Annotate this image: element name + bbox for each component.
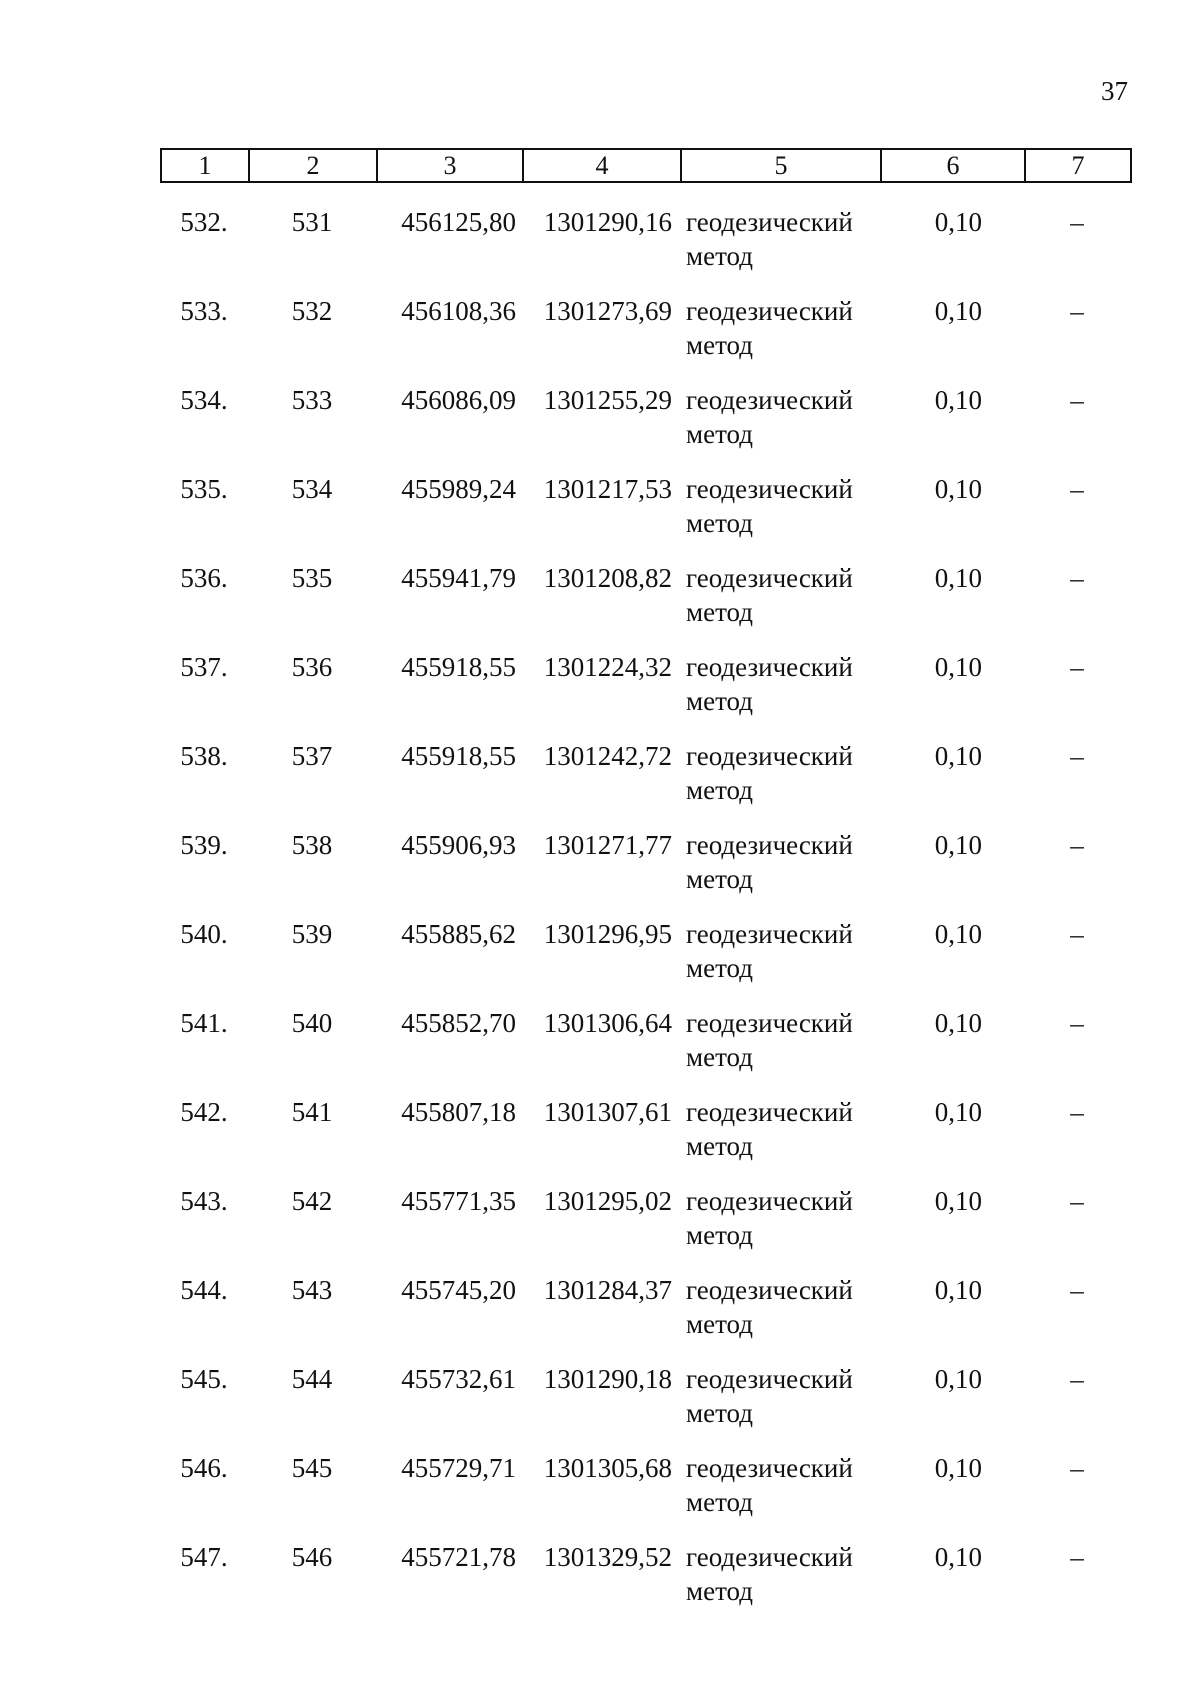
row-number-cell: 543.: [180, 1186, 228, 1216]
accuracy-cell: 0,10: [934, 385, 982, 415]
method-cell: [686, 828, 876, 896]
accuracy-cell: 0,10: [934, 1364, 982, 1394]
method-line-1: геодезический: [686, 385, 853, 415]
accuracy-cell: 0,10: [934, 830, 982, 860]
coordinate-x-cell: 455918,55: [401, 652, 516, 682]
point-number-cell: 540: [291, 1008, 333, 1038]
method-line-1: геодезический: [686, 1453, 853, 1483]
table-row: [160, 205, 1130, 294]
accuracy-cell: 0,10: [934, 741, 982, 771]
table-row: [160, 1273, 1130, 1362]
table-row: [160, 472, 1130, 561]
method-line-1: геодезический: [686, 1542, 853, 1572]
coordinate-y-cell: 1301305,68: [543, 1453, 672, 1483]
point-number-cell: 535: [291, 563, 333, 593]
note-cell: –: [1070, 1097, 1084, 1127]
row-number-cell: 541.: [180, 1008, 228, 1038]
accuracy-cell: 0,10: [934, 1008, 982, 1038]
row-number-cell: 537.: [180, 652, 228, 682]
method-line-1: геодезический: [686, 474, 853, 504]
note-cell: –: [1070, 207, 1084, 237]
method-line-1: геодезический: [686, 652, 853, 682]
point-number-cell: 536: [291, 652, 333, 682]
method-line-2: метод: [686, 1220, 753, 1250]
accuracy-cell: 0,10: [934, 563, 982, 593]
method-line-2: метод: [686, 330, 753, 360]
accuracy-cell: 0,10: [934, 1097, 982, 1127]
method-cell: [686, 294, 876, 362]
method-cell: [686, 205, 876, 273]
method-cell: [686, 1540, 876, 1608]
point-number-cell: 542: [291, 1186, 333, 1216]
row-number-cell: 542.: [180, 1097, 228, 1127]
row-number-cell: 544.: [180, 1275, 228, 1305]
method-line-2: метод: [686, 1398, 753, 1428]
method-line-1: геодезический: [686, 1186, 853, 1216]
accuracy-cell: 0,10: [934, 1275, 982, 1305]
method-cell: [686, 739, 876, 807]
table-row: [160, 1451, 1130, 1540]
header-cell-5: 5: [681, 149, 881, 182]
method-cell: [686, 561, 876, 629]
method-cell: [686, 1273, 876, 1341]
method-line-2: метод: [686, 419, 753, 449]
coordinate-y-cell: 1301306,64: [543, 1008, 672, 1038]
method-line-1: геодезический: [686, 1097, 853, 1127]
table-row: [160, 561, 1130, 650]
header-cell-6: 6: [881, 149, 1025, 182]
coordinate-x-cell: 455729,71: [401, 1453, 516, 1483]
coordinate-y-cell: 1301295,02: [543, 1186, 672, 1216]
method-line-1: геодезический: [686, 563, 853, 593]
note-cell: –: [1070, 296, 1084, 326]
method-line-1: геодезический: [686, 296, 853, 326]
method-line-2: метод: [686, 1309, 753, 1339]
note-cell: –: [1070, 741, 1084, 771]
point-number-cell: 532: [291, 296, 333, 326]
point-number-cell: 541: [291, 1097, 333, 1127]
coordinate-x-cell: 455721,78: [401, 1542, 516, 1572]
accuracy-cell: 0,10: [934, 1186, 982, 1216]
table-row: [160, 739, 1130, 828]
point-number-cell: 537: [291, 741, 333, 771]
note-cell: –: [1070, 474, 1084, 504]
coordinate-y-cell: 1301208,82: [543, 563, 672, 593]
coordinate-x-cell: 456086,09: [401, 385, 516, 415]
header-cell-1: 1: [161, 149, 249, 182]
table-row: [160, 383, 1130, 472]
point-number-cell: 546: [291, 1542, 333, 1572]
table-row: [160, 1540, 1130, 1629]
note-cell: –: [1070, 1275, 1084, 1305]
method-line-2: метод: [686, 597, 753, 627]
coordinate-y-cell: 1301284,37: [543, 1275, 672, 1305]
method-line-2: метод: [686, 1576, 753, 1606]
table-row: [160, 1006, 1130, 1095]
coordinate-x-cell: 455732,61: [401, 1364, 516, 1394]
coordinate-y-cell: 1301290,16: [543, 207, 672, 237]
coordinate-x-cell: 455906,93: [401, 830, 516, 860]
coordinate-x-cell: 456108,36: [401, 296, 516, 326]
row-number-cell: 533.: [180, 296, 228, 326]
header-cell-3: 3: [377, 149, 523, 182]
coordinate-y-cell: 1301255,29: [543, 385, 672, 415]
method-line-2: метод: [686, 1487, 753, 1517]
accuracy-cell: 0,10: [934, 919, 982, 949]
point-number-cell: 539: [291, 919, 333, 949]
method-cell: [686, 1362, 876, 1430]
coordinate-y-cell: 1301329,52: [543, 1542, 672, 1572]
accuracy-cell: 0,10: [934, 652, 982, 682]
column-number-header: [160, 148, 1132, 183]
note-cell: –: [1070, 385, 1084, 415]
row-number-cell: 545.: [180, 1364, 228, 1394]
point-number-cell: 543: [291, 1275, 333, 1305]
coordinate-x-cell: 455771,35: [401, 1186, 516, 1216]
note-cell: –: [1070, 1008, 1084, 1038]
table-row: [160, 917, 1130, 1006]
note-cell: –: [1070, 563, 1084, 593]
table-row: [160, 1184, 1130, 1273]
row-number-cell: 540.: [180, 919, 228, 949]
header-cell-7: 7: [1025, 149, 1131, 182]
method-line-2: метод: [686, 508, 753, 538]
table-row: [160, 650, 1130, 739]
coordinate-x-cell: 455807,18: [401, 1097, 516, 1127]
coordinate-y-cell: 1301296,95: [543, 919, 672, 949]
note-cell: –: [1070, 919, 1084, 949]
note-cell: –: [1070, 652, 1084, 682]
note-cell: –: [1070, 1186, 1084, 1216]
method-cell: [686, 1095, 876, 1163]
method-cell: [686, 1184, 876, 1252]
method-line-2: метод: [686, 775, 753, 805]
coordinates-table-body: [160, 205, 1130, 1629]
method-cell: [686, 1006, 876, 1074]
coordinate-y-cell: 1301307,61: [543, 1097, 672, 1127]
header-cell-4: 4: [523, 149, 681, 182]
header-cell-2: 2: [249, 149, 377, 182]
point-number-cell: 531: [291, 207, 333, 237]
table-row: [160, 294, 1130, 383]
coordinate-y-cell: 1301271,77: [543, 830, 672, 860]
note-cell: –: [1070, 1364, 1084, 1394]
note-cell: –: [1070, 1453, 1084, 1483]
coordinate-x-cell: 456125,80: [401, 207, 516, 237]
note-cell: –: [1070, 830, 1084, 860]
method-cell: [686, 472, 876, 540]
method-line-2: метод: [686, 864, 753, 894]
accuracy-cell: 0,10: [934, 207, 982, 237]
coordinate-x-cell: 455918,55: [401, 741, 516, 771]
page-number: 37: [1101, 76, 1128, 106]
method-line-1: геодезический: [686, 1275, 853, 1305]
method-line-2: метод: [686, 953, 753, 983]
accuracy-cell: 0,10: [934, 296, 982, 326]
row-number-cell: 547.: [180, 1542, 228, 1572]
note-cell: –: [1070, 1542, 1084, 1572]
method-cell: [686, 650, 876, 718]
method-line-1: геодезический: [686, 741, 853, 771]
accuracy-cell: 0,10: [934, 474, 982, 504]
header-row: [161, 149, 1131, 182]
coordinate-x-cell: 455745,20: [401, 1275, 516, 1305]
row-number-cell: 538.: [180, 741, 228, 771]
method-line-1: геодезический: [686, 1008, 853, 1038]
coordinate-y-cell: 1301290,18: [543, 1364, 672, 1394]
row-number-cell: 534.: [180, 385, 228, 415]
coordinate-x-cell: 455885,62: [401, 919, 516, 949]
coordinate-y-cell: 1301217,53: [543, 474, 672, 504]
method-cell: [686, 1451, 876, 1519]
coordinate-x-cell: 455941,79: [401, 563, 516, 593]
coordinate-y-cell: 1301242,72: [543, 741, 672, 771]
method-line-1: геодезический: [686, 919, 853, 949]
method-cell: [686, 383, 876, 451]
method-line-2: метод: [686, 686, 753, 716]
method-line-1: геодезический: [686, 830, 853, 860]
row-number-cell: 536.: [180, 563, 228, 593]
coordinate-x-cell: 455852,70: [401, 1008, 516, 1038]
coordinate-y-cell: 1301224,32: [543, 652, 672, 682]
method-line-1: геодезический: [686, 207, 853, 237]
point-number-cell: 534: [291, 474, 333, 504]
point-number-cell: 544: [291, 1364, 333, 1394]
method-line-1: геодезический: [686, 1364, 853, 1394]
method-line-2: метод: [686, 241, 753, 271]
point-number-cell: 545: [291, 1453, 333, 1483]
point-number-cell: 533: [291, 385, 333, 415]
coordinate-x-cell: 455989,24: [401, 474, 516, 504]
accuracy-cell: 0,10: [934, 1453, 982, 1483]
method-line-2: метод: [686, 1131, 753, 1161]
coordinate-y-cell: 1301273,69: [543, 296, 672, 326]
table-row: [160, 1362, 1130, 1451]
table-row: [160, 1095, 1130, 1184]
row-number-cell: 535.: [180, 474, 228, 504]
method-line-2: метод: [686, 1042, 753, 1072]
row-number-cell: 539.: [180, 830, 228, 860]
row-number-cell: 546.: [180, 1453, 228, 1483]
accuracy-cell: 0,10: [934, 1542, 982, 1572]
table-row: [160, 828, 1130, 917]
method-cell: [686, 917, 876, 985]
row-number-cell: 532.: [180, 207, 228, 237]
point-number-cell: 538: [291, 830, 333, 860]
